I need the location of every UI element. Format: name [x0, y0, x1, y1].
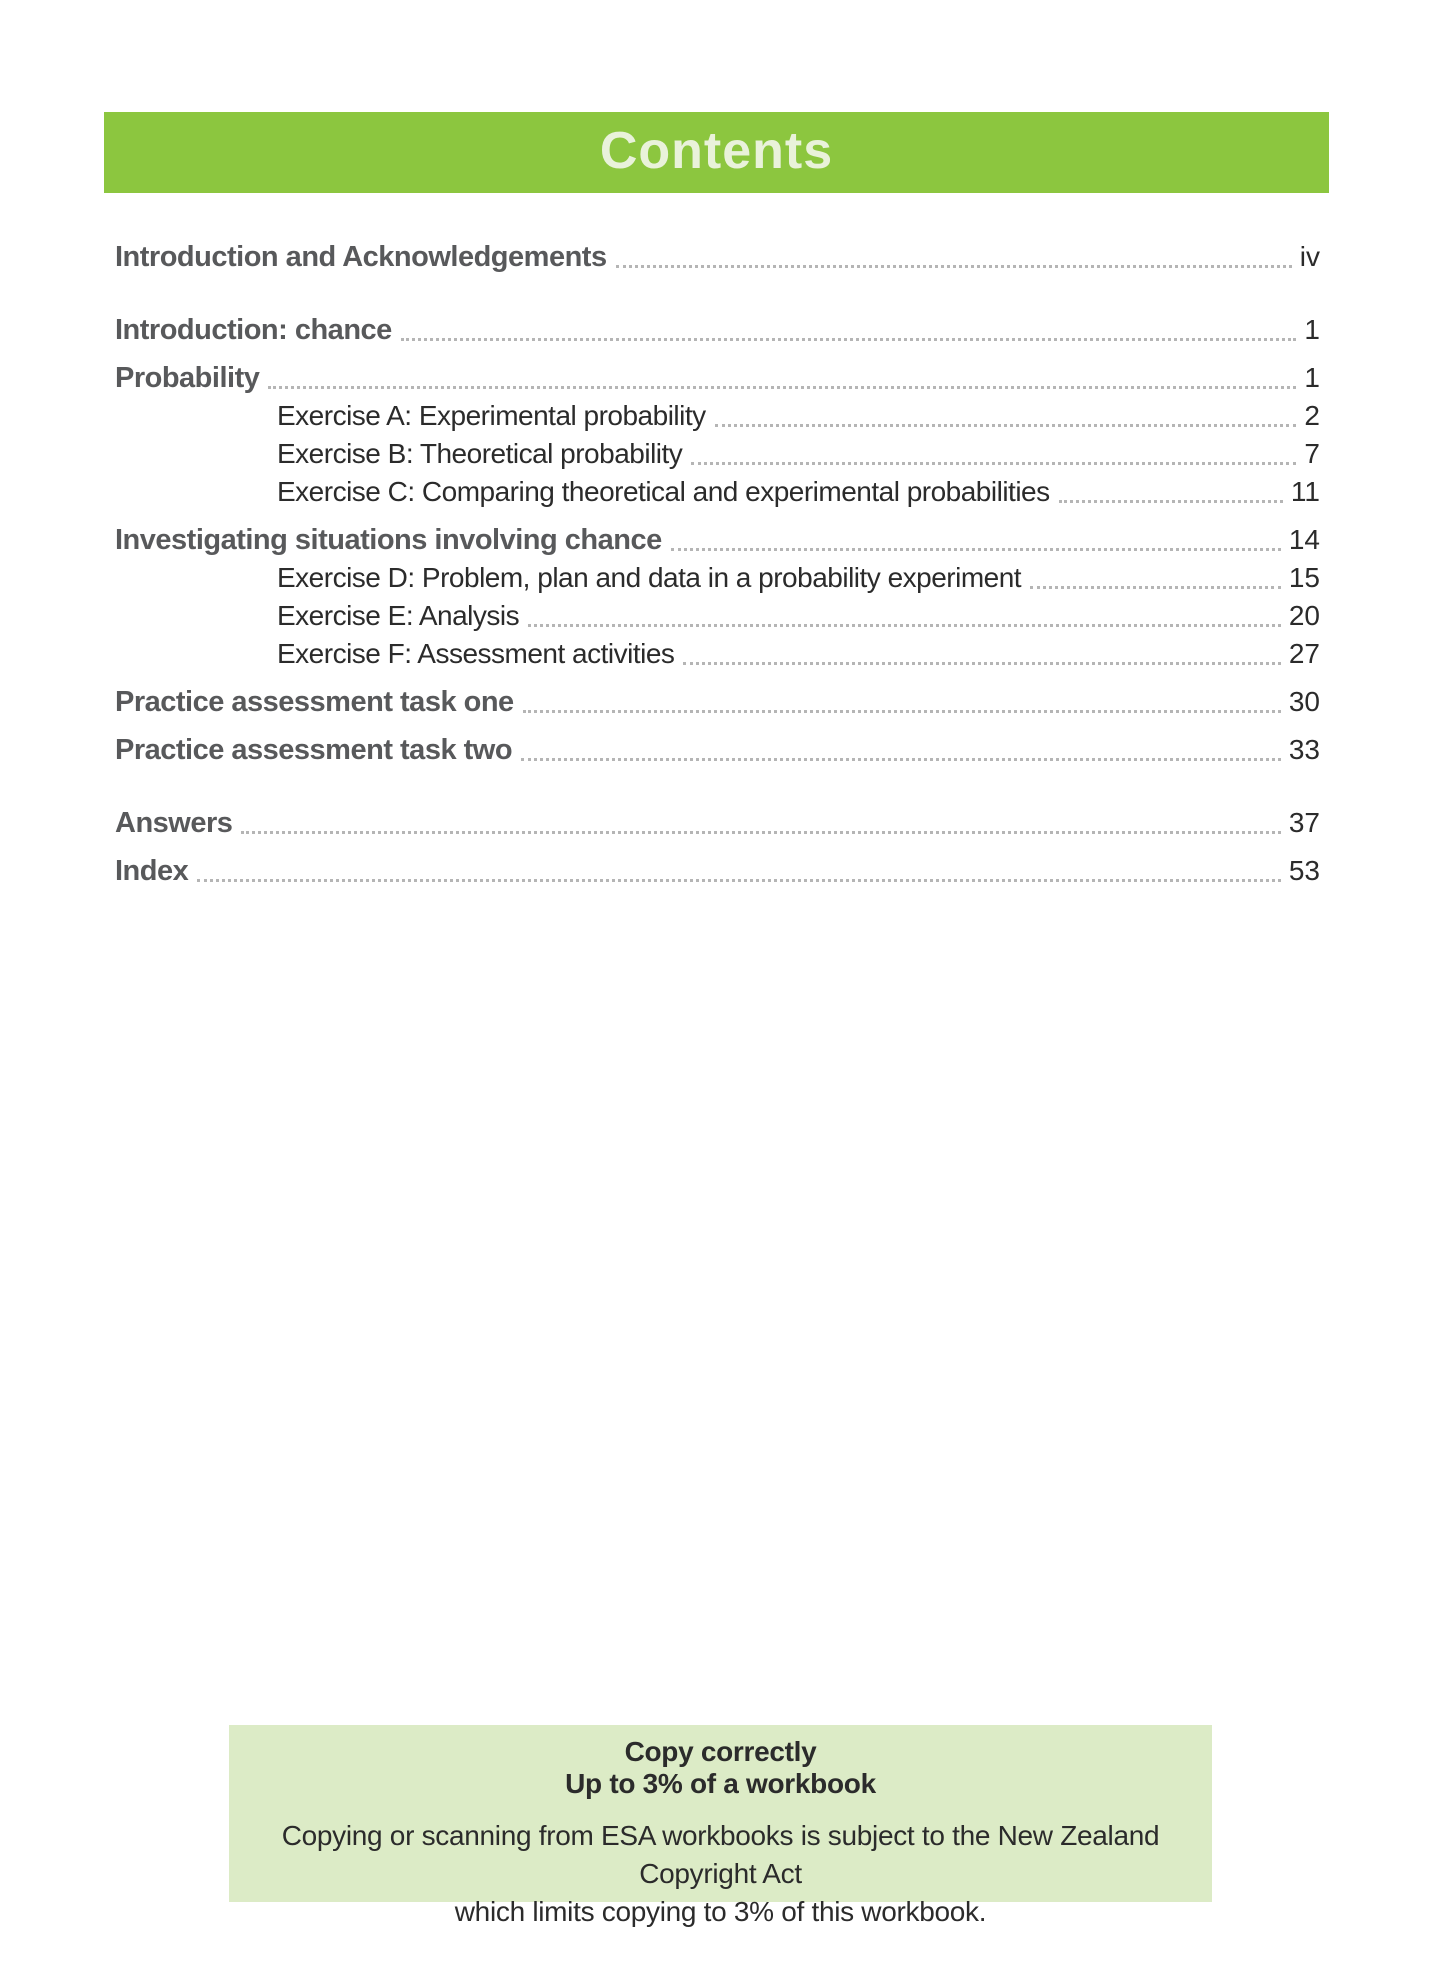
toc-entry — [115, 310, 1320, 348]
toc-entry-label: Introduction: chance — [115, 314, 392, 346]
toc-entry — [115, 396, 1320, 434]
copyright-heading: Copy correctly — [624, 1736, 817, 1767]
toc-entry-label: Exercise F: Assessment activities — [277, 638, 675, 669]
toc-entry-page-number: 1 — [1304, 362, 1320, 393]
toc-entry — [115, 472, 1320, 510]
toc-entry-label: Answers — [115, 807, 233, 839]
toc-entry — [115, 358, 1320, 396]
toc-dotted-leader — [616, 265, 1292, 268]
copyright-subheading: Up to 3% of a workbook — [565, 1768, 876, 1799]
toc-entry-label: Practice assessment task two — [115, 734, 513, 766]
copyright-body — [229, 1817, 1212, 1931]
toc-entry-label: Exercise B: Theoretical probability — [277, 438, 683, 469]
copyright-notice-box — [229, 1725, 1212, 1927]
toc-entry — [115, 803, 1320, 841]
toc-entry — [115, 730, 1320, 768]
toc-entry — [115, 682, 1320, 720]
toc-entry-page-number: 53 — [1288, 855, 1320, 886]
toc-entry-label: Exercise C: Comparing theoretical and experimental probabilities — [277, 476, 1050, 507]
page-title: Contents — [599, 121, 834, 180]
toc-dotted-leader — [1059, 500, 1283, 503]
toc-entry-page-number: 37 — [1288, 807, 1320, 838]
toc-entry-label: Practice assessment task one — [115, 686, 514, 718]
toc-entry-label: Exercise A: Experimental probability — [277, 400, 706, 431]
toc-entry — [115, 434, 1320, 472]
toc-entry — [115, 851, 1320, 889]
toc-entry-page-number: 1 — [1304, 314, 1320, 345]
toc-entry-label: Exercise E: Analysis — [277, 600, 520, 631]
toc-entry-label: Investigating situations involving chance — [115, 524, 662, 556]
toc-entry-page-number: iv — [1299, 241, 1320, 272]
toc-dotted-leader — [671, 548, 1281, 551]
toc-entry-page-number: 2 — [1304, 400, 1320, 431]
toc-entry-label: Probability — [115, 362, 260, 394]
toc-entry-label: Introduction and Acknowledgements — [115, 241, 607, 273]
toc-entry-page-number: 11 — [1290, 476, 1320, 507]
toc-dotted-leader — [523, 710, 1281, 713]
toc-dotted-leader — [683, 662, 1280, 665]
toc-entry — [115, 558, 1320, 596]
toc-dotted-leader — [691, 462, 1296, 465]
toc-dotted-leader — [268, 386, 1296, 389]
toc-entry-label: Exercise D: Problem, plan and data in a probability experiment — [277, 562, 1022, 593]
toc-entry — [115, 596, 1320, 634]
toc-entry-page-number: 20 — [1288, 600, 1320, 631]
toc-entry — [115, 237, 1320, 275]
toc-entry-page-number: 27 — [1288, 638, 1320, 669]
copyright-body-line-2: which limits copying to 3% of this workbook. — [454, 1896, 987, 1927]
toc-dotted-leader — [197, 879, 1281, 882]
toc-entry-page-number: 7 — [1304, 438, 1320, 469]
copyright-body-line-1: Copying or scanning from ESA workbooks is subject to the New Zealand Copyright Act — [281, 1820, 1160, 1889]
toc-dotted-leader — [241, 831, 1280, 834]
toc-entry-page-number: 15 — [1288, 562, 1320, 593]
toc-dotted-leader — [528, 624, 1281, 627]
contents-header-bar — [104, 112, 1329, 193]
toc-entry — [115, 520, 1320, 558]
toc-entry — [115, 634, 1320, 672]
toc-entry-label: Index — [115, 855, 189, 887]
toc-entry-page-number: 14 — [1288, 524, 1320, 555]
toc-entry-page-number: 30 — [1288, 686, 1320, 717]
toc-dotted-leader — [521, 758, 1281, 761]
table-of-contents — [115, 193, 1320, 889]
toc-entry-page-number: 33 — [1288, 734, 1320, 765]
toc-dotted-leader — [401, 338, 1297, 341]
toc-dotted-leader — [715, 424, 1297, 427]
toc-dotted-leader — [1030, 586, 1281, 589]
